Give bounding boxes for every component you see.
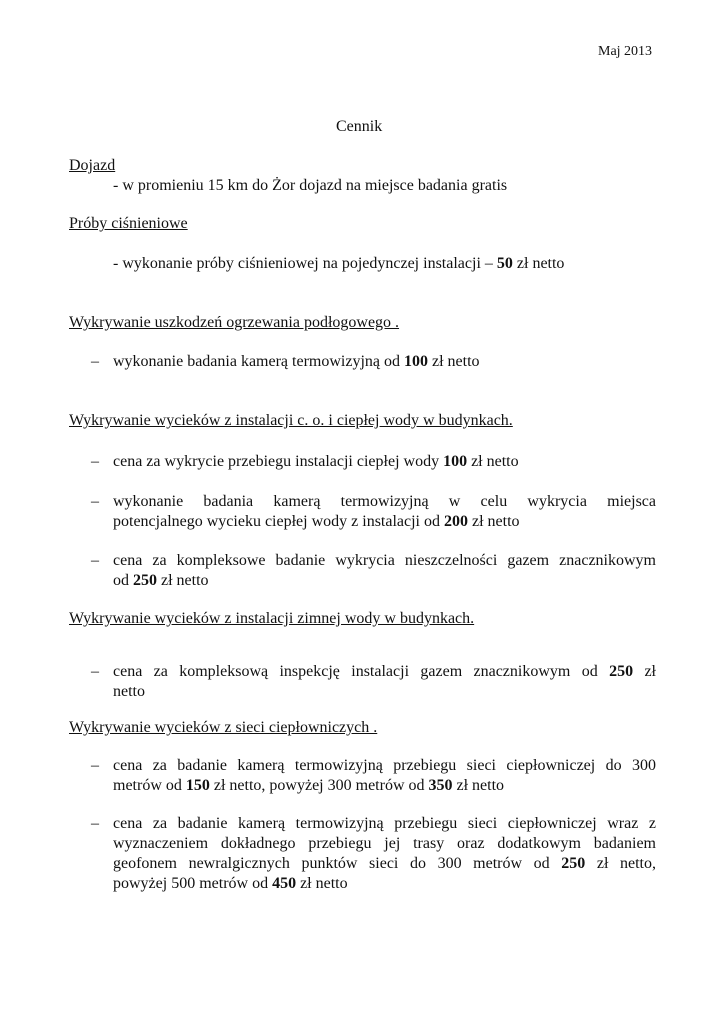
list-bullet: – bbox=[91, 552, 99, 569]
list-bullet: – bbox=[91, 353, 99, 370]
list-item-line: wyznaczeniem dokładnego przebiegu jej trasy oraz dodatkowym badaniem bbox=[113, 835, 656, 852]
list-bullet: – bbox=[91, 453, 99, 470]
section-heading-podlogowe: Wykrywanie uszkodzeń ogrzewania podłogowego . bbox=[69, 314, 400, 331]
list-bullet: – bbox=[91, 815, 99, 832]
list-item-line: cena za kompleksowe badanie wykrycia nieszczelności gazem znacznikowym bbox=[113, 552, 656, 569]
list-bullet: – bbox=[91, 757, 99, 774]
section-heading-proby: Próby ciśnieniowe bbox=[69, 215, 188, 232]
proby-line: - wykonanie próby ciśnieniowej na pojedynczej instalacji – 50 zł netto bbox=[113, 255, 565, 272]
list-item-line: potencjalnego wycieku ciepłej wody z instalacji od 200 zł netto bbox=[113, 513, 520, 530]
list-item-line: od 250 zł netto bbox=[113, 572, 209, 589]
section-heading-cieplownicze: Wykrywanie wycieków z sieci ciepłowniczych . bbox=[69, 719, 378, 736]
list-item-line: cena za kompleksową inspekcję instalacji gazem znacznikowym od 250 zł bbox=[113, 663, 657, 680]
list-bullet: – bbox=[91, 493, 99, 510]
list-item: cena za wykrycie przebiegu instalacji ciepłej wody 100 zł netto bbox=[113, 453, 519, 470]
section-heading-dojazd: Dojazd bbox=[69, 157, 116, 174]
list-item: wykonanie badania kamerą termowizyjną od 100 zł netto bbox=[113, 353, 480, 370]
dojazd-line: - w promieniu 15 km do Żor dojazd na miejsce badania gratis bbox=[113, 177, 508, 194]
document-date: Maj 2013 bbox=[598, 44, 653, 59]
section-heading-zimna: Wykrywanie wycieków z instalacji zimnej wody w budynkach. bbox=[69, 610, 475, 627]
list-item-line: cena za badanie kamerą termowizyjną przebiegu sieci ciepłowniczej wraz z bbox=[113, 815, 656, 832]
document-title: Cennik bbox=[336, 118, 383, 135]
section-heading-co-ciepla: Wykrywanie wycieków z instalacji c. o. i ciepłej wody w budynkach. bbox=[69, 412, 513, 429]
list-item-line: netto bbox=[113, 683, 145, 700]
list-bullet: – bbox=[91, 663, 99, 680]
list-item-line: cena za badanie kamerą termowizyjną przebiegu sieci ciepłowniczej do 300 bbox=[113, 757, 656, 774]
list-item-line: geofonem newralgicznych punktów sieci do 300 metrów od 250 zł netto, bbox=[113, 855, 657, 872]
list-item-line: wykonanie badania kamerą termowizyjną w celu wykrycia miejsca bbox=[113, 493, 656, 510]
list-item-line: powyżej 500 metrów od 450 zł netto bbox=[113, 875, 348, 892]
list-item-line: metrów od 150 zł netto, powyżej 300 metrów od 350 zł netto bbox=[113, 777, 505, 794]
